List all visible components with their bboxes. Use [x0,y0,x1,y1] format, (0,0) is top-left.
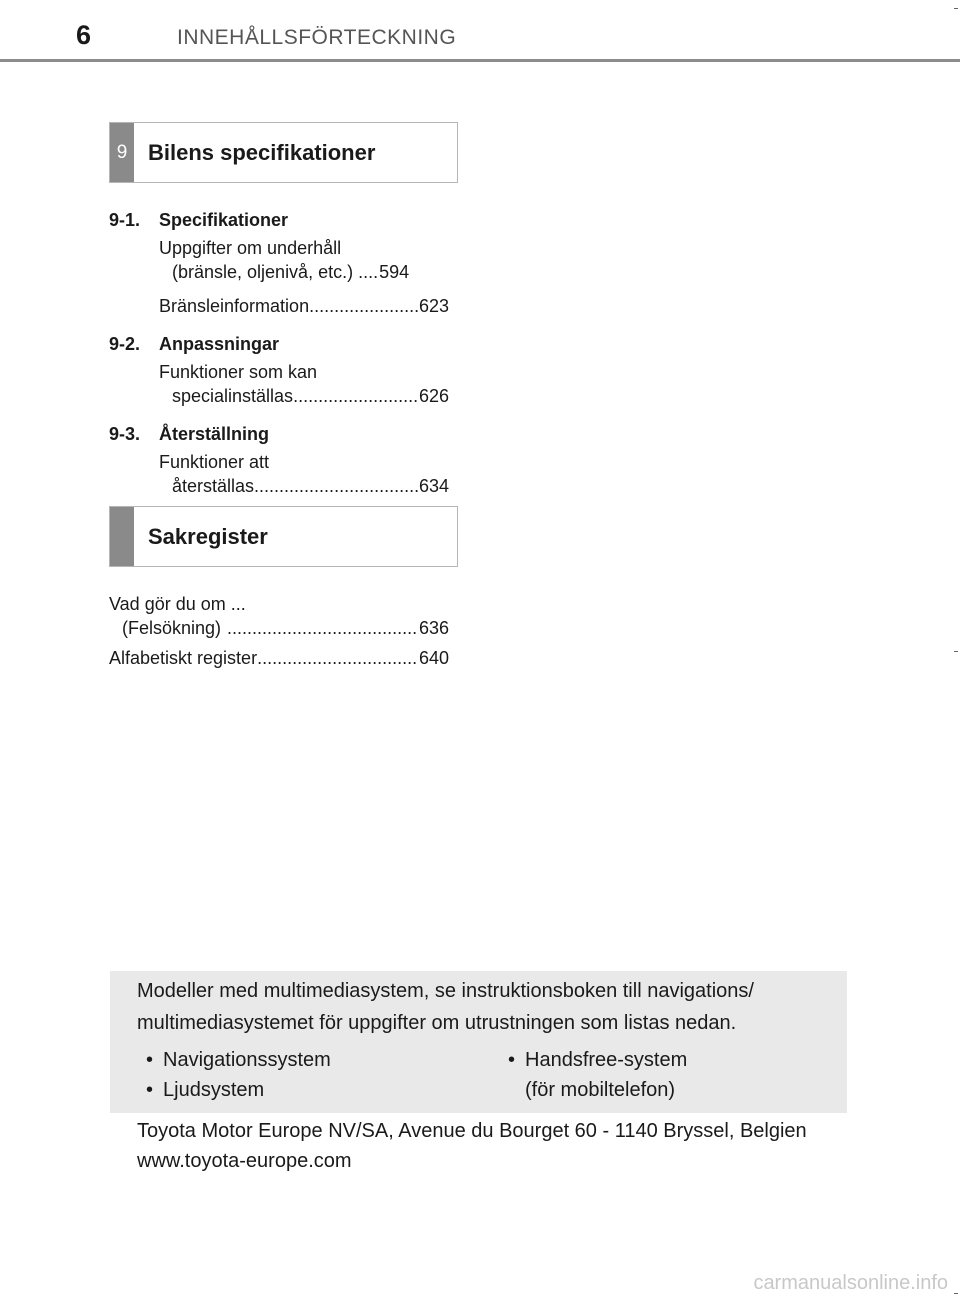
toc-entry-line2: specialinställas [172,386,294,406]
toc-entry-line1: Funktioner att [159,452,270,472]
section-9-tab: 9 [110,123,134,182]
toc-entry[interactable] [109,646,449,670]
info-box [110,971,847,1113]
list-item: • Navigationssystem [146,1045,331,1075]
info-text: Modeller med multimediasystem, se instruktionsboken till navigations/ multimediasystemet för uppgifter om utrustningen som listas nedan. [137,980,754,1034]
header-title: INNEHÅLLSFÖRTECKNING [177,26,457,49]
bullet-list-right [508,1045,687,1105]
toc-entry-line2: (Felsökning) [122,618,222,638]
page-number: 6 [76,20,92,50]
bullet-icon: • [146,1079,154,1101]
toc-entry-line1: Vad gör du om ... [109,594,246,614]
header-rule [0,59,960,62]
toc-group-number: 9-1. [109,210,141,230]
toc-group-9-1 [109,208,449,318]
toc-group-9-3 [109,422,449,498]
toc-entry-page: 636 [418,618,449,638]
bullet-list-left [146,1045,331,1105]
toc-entry-page: 626 [418,386,449,406]
page-header [0,0,960,64]
section-9-title: Bilens specifikationer [148,139,376,165]
toc-entry-line2: (bränsle, oljenivå, etc.) .... [172,262,379,282]
toc-entry[interactable] [109,294,449,318]
toc-group-number: 9-3. [109,424,141,444]
trim-mark [954,1293,958,1294]
index-toc [109,592,449,670]
list-item-continuation: (för mobiltelefon) [525,1079,676,1101]
section-9-heading [109,122,458,183]
toc-entry-page: 640 [418,648,449,668]
bullet-icon: • [508,1049,516,1071]
toc-group-number: 9-2. [109,334,141,354]
toc-group-heading: Specifikationer [159,210,289,230]
section-9-toc [109,208,449,506]
toc-entry-line1: Bränsleinformation [159,296,310,316]
toc-entry-page: 634 [418,476,449,496]
trim-mark [954,8,958,9]
list-item: • Handsfree-system [508,1045,687,1075]
list-item: • Ljudsystem [146,1075,331,1105]
watermark: carmanualsonline.info [753,1272,948,1294]
toc-entry-page: 623 [418,296,449,316]
index-section-heading [109,506,458,567]
footer-address: Toyota Motor Europe NV/SA, Avenue du Bourget 60 - 1140 Bryssel, Belgien www.toyota-europe.com [137,1120,807,1172]
toc-entry[interactable] [109,450,449,498]
index-section-tab [110,507,134,566]
index-section-title: Sakregister [148,523,268,549]
trim-mark [954,651,958,652]
toc-entry[interactable] [109,236,449,284]
toc-entry-line2: återställas [172,476,255,496]
bullet-icon: • [146,1049,154,1071]
toc-entry[interactable] [109,360,449,408]
toc-entry-line1: Funktioner som kan [159,362,318,382]
toc-group-9-2 [109,332,449,408]
toc-entry[interactable] [109,592,449,640]
toc-entry-line1: Alfabetiskt register [109,648,258,668]
toc-entry-line1: Uppgifter om underhåll [159,238,342,258]
toc-group-heading: Anpassningar [159,334,280,354]
toc-group-heading: Återställning [159,424,270,444]
toc-entry-page: 594 [379,262,410,282]
